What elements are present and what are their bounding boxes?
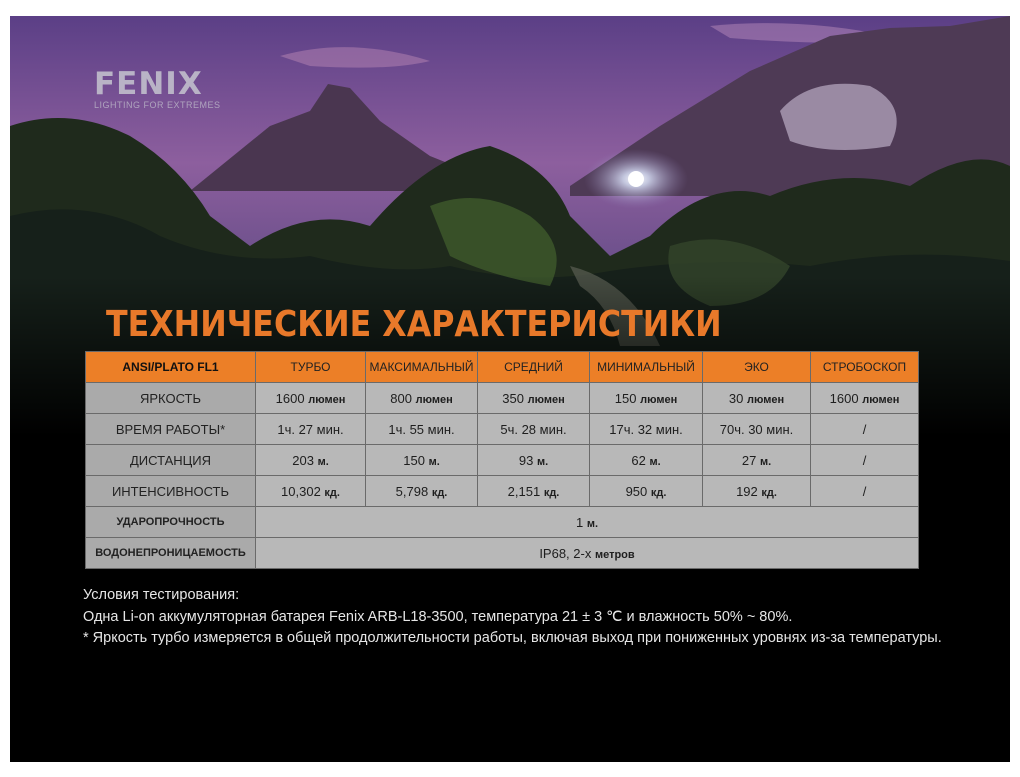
table-row-waterproof [86, 538, 919, 569]
cell-value: / [862, 452, 867, 468]
row-label: ВОДОНЕПРОНИЦАЕМОСТЬ [86, 538, 256, 569]
row-label: ЯРКОСТЬ [86, 383, 256, 414]
header-cell: ТУРБО [256, 352, 366, 383]
cell-unit: люмен [746, 393, 785, 406]
cell-value: 950 [625, 483, 648, 499]
cell-unit: м. [586, 517, 599, 530]
table-cell [256, 445, 366, 476]
cell-value: 2,151 [507, 483, 541, 499]
table-cell [256, 476, 366, 507]
cell-value: 800 [390, 390, 412, 406]
row-label: УДАРОПРОЧНОСТЬ [86, 507, 256, 538]
cell-value: / [862, 421, 867, 437]
header-cell: СРЕДНИЙ [478, 352, 590, 383]
table-cell [366, 414, 478, 445]
cell-unit: кд. [431, 486, 448, 499]
header-cell: ЭКО [703, 352, 811, 383]
cell-value: 10,302 [281, 483, 321, 499]
header-cell: МАКСИМАЛЬНЫЙ [366, 352, 478, 383]
table-row [86, 445, 919, 476]
table-cell [811, 383, 919, 414]
table-header-row [86, 352, 919, 383]
cell-unit: м. [317, 455, 329, 468]
cell-value: 192 [736, 483, 758, 499]
cell-value: 5ч. 28 мин. [500, 421, 567, 437]
test-conditions-notes [83, 585, 963, 650]
cell-unit: люмен [415, 393, 453, 406]
cell-unit: люмен [308, 393, 346, 406]
table-row [86, 383, 919, 414]
cell-unit: кд. [543, 486, 560, 499]
table-cell [811, 414, 919, 445]
table-cell [366, 383, 478, 414]
logo-tagline: LIGHTING FOR EXTREMES [94, 100, 221, 110]
cell-value: 5,798 [395, 483, 429, 499]
table-cell [478, 476, 590, 507]
spec-table [85, 351, 919, 569]
cell-unit: м. [428, 455, 440, 468]
table-cell [703, 383, 811, 414]
cell-value: 17ч. 32 мин. [609, 421, 683, 437]
header-cell: СТРОБОСКОП [811, 352, 919, 383]
table-cell [478, 383, 590, 414]
cell-value: 62 [631, 452, 646, 468]
cell-unit: м. [536, 455, 549, 468]
table-cell [478, 414, 590, 445]
table-cell [811, 445, 919, 476]
cell-unit: кд. [761, 486, 777, 499]
cell-value: 30 [728, 390, 744, 406]
cell-value: 1ч. 55 мин. [388, 421, 455, 437]
cell-value: 150 [614, 390, 637, 406]
cell-unit: люмен [640, 393, 678, 406]
header-cell: ANSI/PLATO FL1 [86, 352, 256, 383]
table-cell [256, 383, 366, 414]
table-cell [478, 445, 590, 476]
cell-value: 70ч. 30 мин. [719, 421, 794, 437]
row-label: ИНТЕНСИВНОСТЬ [86, 476, 256, 507]
cell-value: 1600 [275, 390, 305, 406]
table-cell [590, 383, 703, 414]
cell-value: 203 [292, 452, 314, 468]
cell-unit: кд. [324, 486, 340, 499]
cell-value: 1600 [829, 390, 859, 406]
merged-cell [256, 507, 919, 538]
merged-cell [256, 538, 919, 569]
logo-word: FENIX [94, 66, 203, 102]
cell-unit: люмен [862, 393, 900, 406]
cell-value: 1 [575, 514, 584, 530]
table-cell [703, 414, 811, 445]
cell-unit: метров [594, 548, 635, 561]
cell-value: / [862, 483, 867, 499]
table-cell [811, 476, 919, 507]
table-cell [366, 476, 478, 507]
cell-value: 1ч. 27 мин. [277, 421, 344, 437]
table-cell [366, 445, 478, 476]
notes-heading: Условия тестирования: [83, 587, 240, 603]
table-cell [703, 476, 811, 507]
table-cell [256, 414, 366, 445]
cell-value: 150 [403, 452, 425, 468]
cell-unit: кд. [650, 486, 667, 499]
table-cell [703, 445, 811, 476]
table-row [86, 476, 919, 507]
fenix-logo [94, 68, 221, 110]
header-cell: МИНИМАЛЬНЫЙ [590, 352, 703, 383]
notes-footnote: * Яркость турбо измеряется в общей продолжительности работы, включая выход при пониженных уровнях из-за температуры. [83, 630, 942, 646]
cell-value: IP68, 2-х [539, 545, 592, 561]
cell-unit: м. [649, 455, 661, 468]
table-cell [590, 445, 703, 476]
cell-value: 350 [502, 390, 524, 406]
cell-unit: м. [759, 455, 772, 468]
table-row [86, 414, 919, 445]
cell-value: 27 [741, 452, 757, 468]
row-label: ДИСТАНЦИЯ [86, 445, 256, 476]
table-row-impact [86, 507, 919, 538]
page-title: ТЕХНИЧЕСКИЕ ХАРАКТЕРИСТИКИ [106, 304, 722, 345]
table-cell [590, 414, 703, 445]
table-cell [590, 476, 703, 507]
cell-unit: люмен [527, 393, 565, 406]
row-label: ВРЕМЯ РАБОТЫ* [86, 414, 256, 445]
cell-value: 93 [518, 452, 534, 468]
notes-line: Одна Li-on аккумуляторная батарея Fenix ARB-L18-3500, температура 21 ± 3 ℃ и влажность 50% ~ 80%. [83, 608, 793, 625]
